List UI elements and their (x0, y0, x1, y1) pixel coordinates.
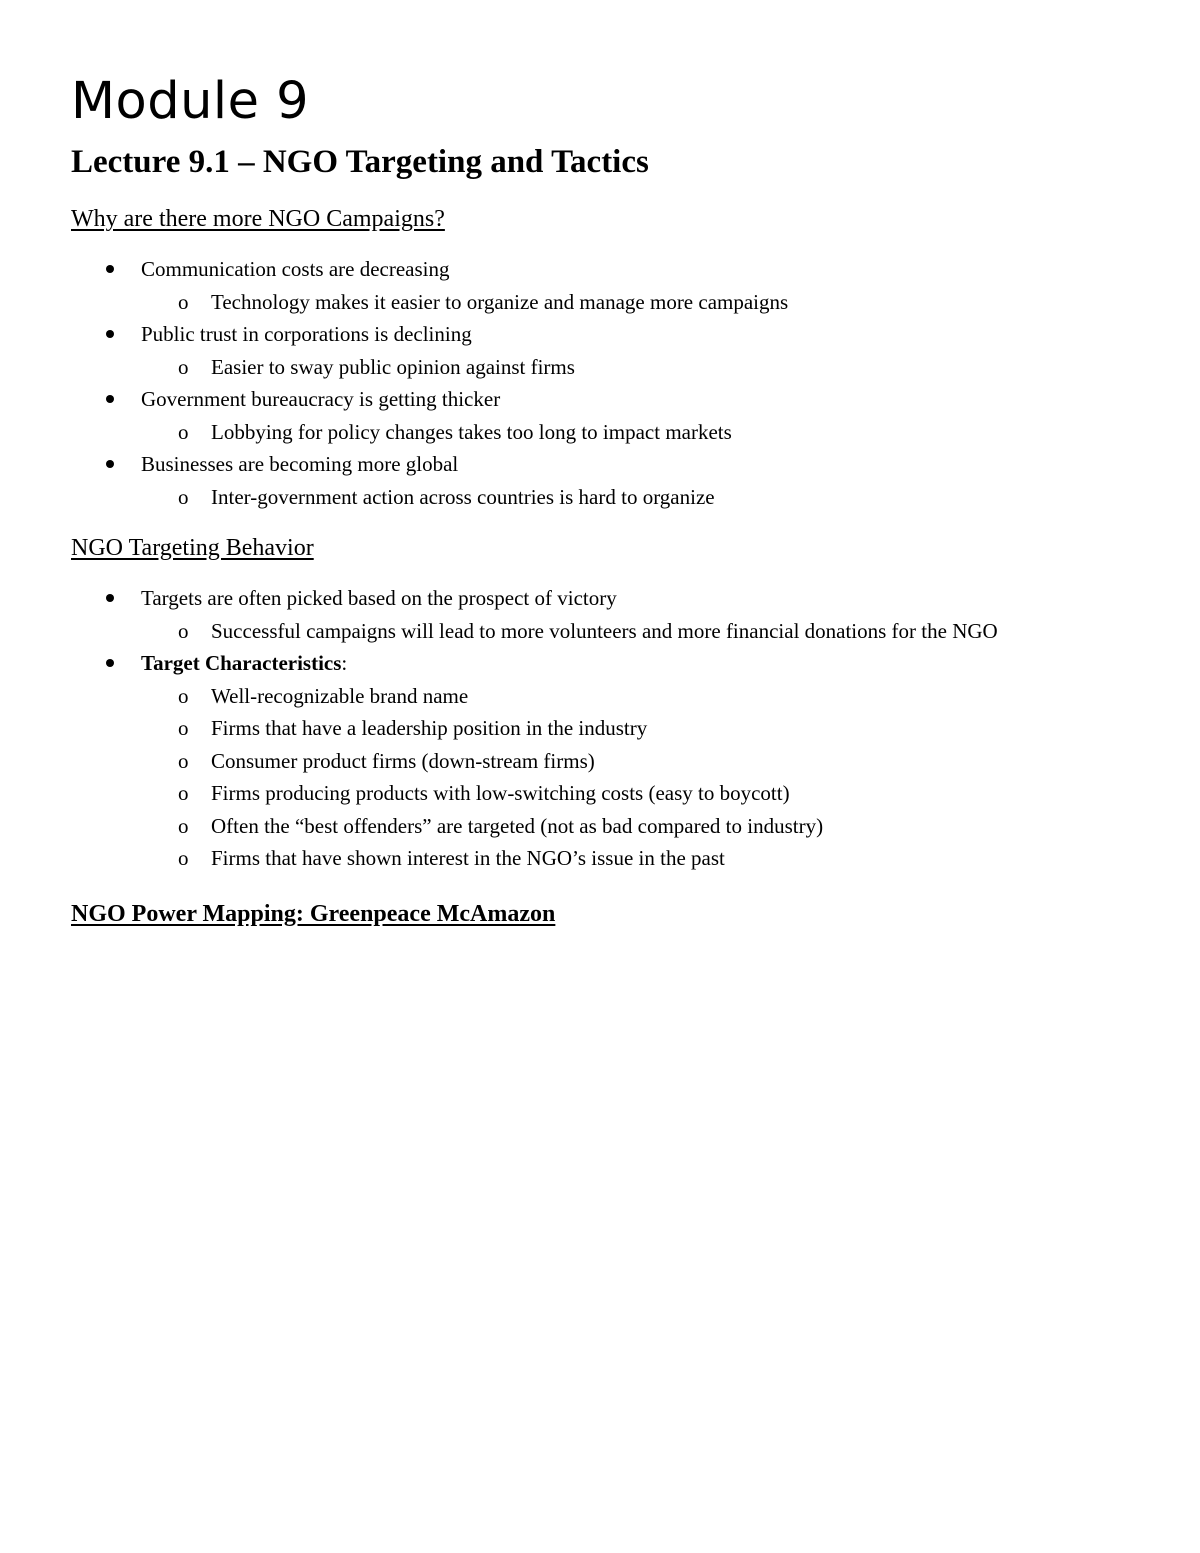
bullet-list-targeting-behavior (71, 582, 1131, 875)
bullet-icon (106, 460, 114, 468)
sub-list (141, 416, 1131, 449)
sub-bullet-icon: o (178, 419, 189, 444)
list-item (71, 448, 1131, 513)
sub-list-item (71, 810, 1131, 843)
bullet-text: Communication costs are decreasing (141, 257, 450, 281)
bullet-icon (106, 395, 114, 403)
sub-bullet-text: Inter-government action across countries is hard to organize (211, 484, 715, 509)
sub-bullet-text: Technology makes it easier to organize and manage more campaigns (211, 289, 789, 314)
sub-bullet-text: Well-recognizable brand name (211, 683, 469, 708)
sub-list (141, 286, 1131, 319)
sub-list (141, 351, 1131, 384)
sub-bullet-text: Successful campaigns will lead to more volunteers and more financial donations for the NGO (211, 618, 998, 643)
bullet-text: Government bureaucracy is getting thicker (141, 387, 501, 411)
list-item (71, 582, 1131, 647)
sub-bullet-text: Easier to sway public opinion against firms (211, 354, 575, 379)
bullet-icon (106, 330, 114, 338)
section-heading-power-mapping: NGO Power Mapping: Greenpeace McAmazon (71, 900, 556, 927)
sub-bullet-text: Lobbying for policy changes takes too long to impact markets (211, 419, 732, 444)
bullet-text: Public trust in corporations is declining (141, 322, 472, 346)
lecture-title: Lecture 9.1 – NGO Targeting and Tactics (71, 144, 649, 180)
sub-list-item (71, 416, 1131, 449)
bullet-icon (106, 659, 114, 667)
sub-list-item (71, 842, 1131, 875)
sub-bullet-text: Firms producing products with low-switching costs (easy to boycott) (211, 781, 790, 805)
target-characteristics-label: Target Characteristics (141, 651, 342, 675)
list-item (71, 647, 1131, 875)
sub-bullet-icon: o (178, 289, 189, 314)
list-item (71, 253, 1131, 318)
document-page (71, 70, 1131, 929)
sub-bullet-icon: o (178, 813, 189, 838)
list-item (71, 318, 1131, 383)
bullet-icon (106, 265, 114, 273)
bullet-text: Targets are often picked based on the prospect of victory (141, 586, 617, 610)
sub-bullet-text: Firms that have a leadership position in the industry (211, 716, 648, 740)
bullet-icon (106, 594, 114, 602)
sub-bullet-icon: o (178, 484, 189, 509)
sub-bullet-icon: o (178, 618, 189, 643)
sub-list-item (71, 712, 1131, 745)
sub-bullet-icon: o (178, 846, 189, 870)
bullet-list-why-more-campaigns (71, 253, 1131, 513)
sub-bullet-icon: o (178, 748, 189, 773)
sub-bullet-text: Often the “best offenders” are targeted (not as bad compared to industry) (211, 813, 824, 838)
sub-list-item (71, 351, 1131, 384)
sub-list-item (71, 777, 1131, 810)
module-title: Module 9 (71, 72, 310, 131)
section-heading-why-more-campaigns: Why are there more NGO Campaigns? (71, 206, 445, 232)
sub-bullet-text: Consumer product firms (down-stream firms) (211, 748, 595, 773)
section-heading-targeting-behavior: NGO Targeting Behavior (71, 535, 314, 561)
sub-list-item (71, 286, 1131, 319)
sub-list-item (71, 680, 1131, 713)
sub-list-item (71, 745, 1131, 778)
sub-bullet-icon: o (178, 781, 189, 805)
sub-list (141, 481, 1131, 514)
sub-bullet-icon: o (178, 354, 189, 379)
sub-list (141, 680, 1131, 875)
label-colon: : (341, 651, 348, 675)
sub-list-item (71, 615, 1131, 648)
sub-bullet-icon: o (178, 683, 189, 708)
sub-list (141, 615, 1131, 648)
sub-bullet-icon: o (178, 716, 189, 740)
bullet-text: Businesses are becoming more global (141, 452, 459, 476)
sub-list-item (71, 481, 1131, 514)
sub-bullet-text: Firms that have shown interest in the NGO’s issue in the past (211, 846, 725, 870)
list-item (71, 383, 1131, 448)
